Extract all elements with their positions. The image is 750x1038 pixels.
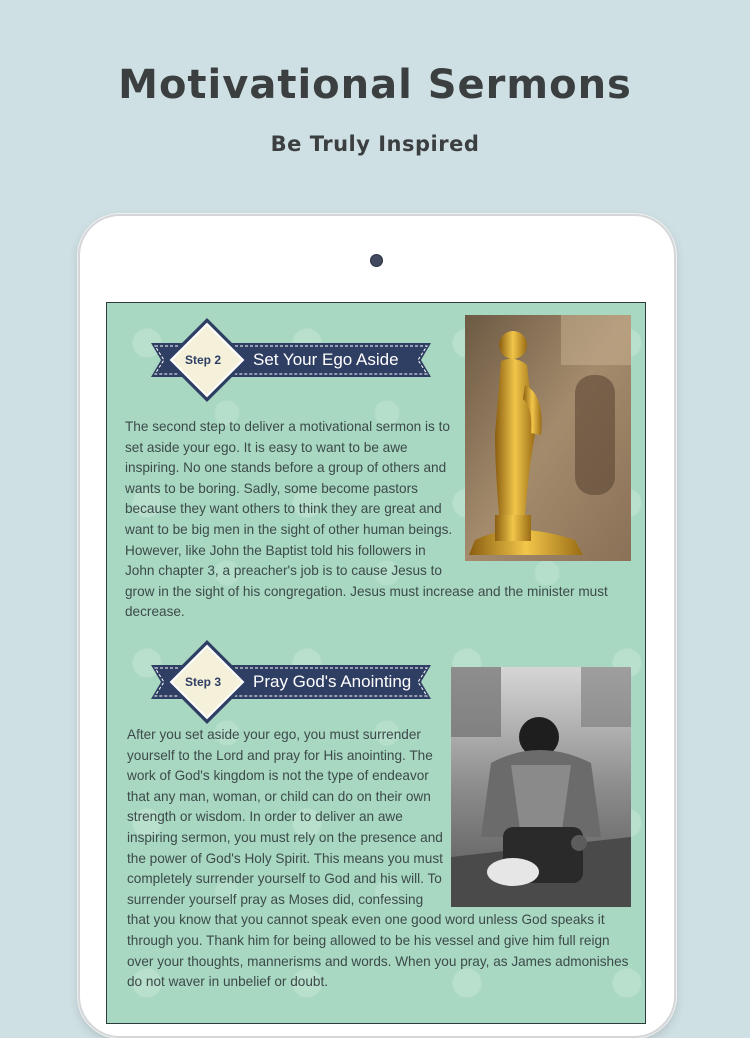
page-title: Motivational Sermons	[118, 62, 632, 108]
step-3-title: Pray God's Anointing	[253, 672, 412, 691]
page-subtitle: Be Truly Inspired	[270, 132, 480, 156]
step-2-banner	[149, 315, 439, 405]
tablet-frame	[78, 214, 676, 1038]
step-2-title: Set Your Ego Aside	[253, 350, 399, 369]
step-3-label: Step 3	[185, 675, 222, 689]
camera-icon	[370, 254, 383, 267]
step-3-banner	[149, 637, 439, 727]
step-2-paragraph: The second step to deliver a motivational sermon is to set aside your ego. It is easy to want to be awe inspiring. No one stands before a group of others and wants to be boring. Sadly, some become pastors because they want others to think they are great and want to be big men in the sight of other human beings. However, like John the Baptist told his followers in John chapter 3, a preacher's job is to cause Jesus to grow in the sight of his congregation. Jesus must increase and the minister must decrease.	[125, 419, 608, 620]
step-3-paragraph: After you set aside your ego, you must surrender yourself to the Lord and pray for His anointing. The work of God's kingdom is not the type of endeavor that any man, woman, or child can do on their own strength or wisdom. In order to deliver an awe inspiring sermon, you must rely on the presence and the power of God's Holy Spirit. This means you must completely surrender yourself to God and his will. To surrender yourself pray as Moses did, confessing that you know that you cannot speak even one good word unless God speaks it through you. Thank him for being allowed to be his vessel and give him full reign over your thoughts, mannerisms and words. When you pray, as James admonishes do not waver in unbelief or doubt.	[127, 727, 629, 990]
step-2-label: Step 2	[185, 353, 222, 367]
tablet-screen[interactable]	[106, 302, 646, 1024]
